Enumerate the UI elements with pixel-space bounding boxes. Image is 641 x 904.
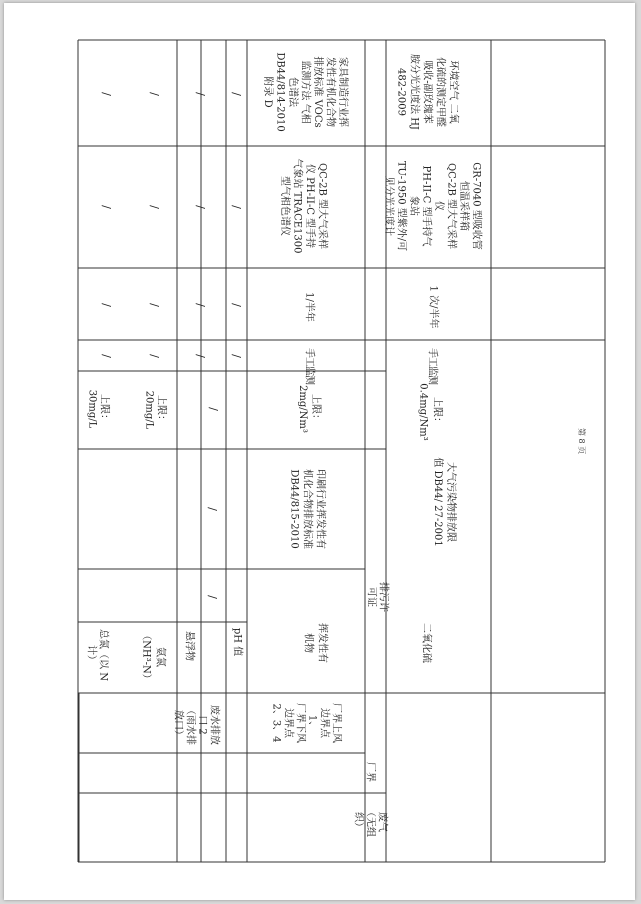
cell-limit-vocs: 2mg/Nm³ (297, 385, 308, 433)
cell-total-nitrogen: 计） (85, 645, 97, 665)
cell-slash: / (100, 303, 113, 307)
cell-method-vocs: 附录 D (262, 76, 273, 108)
cell-so2: 二氧化硫 (420, 623, 432, 663)
cell-method-so2: 环境空气 二氧 (447, 60, 459, 124)
cell-waste-gas: 织） (352, 812, 364, 832)
cell-slash: / (230, 205, 243, 209)
cell-outlet-2: （雨水排 (184, 705, 196, 745)
cell-slash: / (206, 507, 219, 511)
page-number: 第 8 页 (577, 428, 586, 455)
cell-limit-so2: 0.4mg/Nm³ (417, 383, 429, 441)
cell-monitor-points: 边界点 (318, 708, 330, 738)
cell-limit-ammonia: 20mg/L (143, 390, 155, 430)
cell-vocs: 机物 (302, 633, 314, 653)
cell-instruments-so2: PH-II-C 型手持气 (420, 165, 432, 247)
cell-method-so2: 胺分光光度法 HJ (408, 54, 420, 130)
cell-manual-monitoring-vocs: 测 (303, 375, 315, 385)
cell-boundary: 厂界 (364, 762, 376, 782)
cell-permit: 可证 (365, 587, 377, 607)
cell-slash: / (194, 92, 207, 96)
cell-suspended-solids: 悬浮物 (183, 631, 195, 661)
cell-instruments-so2: 象站 (407, 196, 419, 216)
cell-slash: / (100, 92, 113, 96)
cell-method-so2: 吸收-副玫瑰苯 (421, 60, 433, 124)
cell-limit-ammonia: 上限： (155, 395, 167, 425)
cell-ammonia: （NH³-N） (140, 630, 152, 684)
cell-monitor-points: 1、 (306, 714, 318, 732)
cell-instruments-vocs: 气象站 TRACE1300 (291, 158, 303, 254)
cell-limit-so2: 上限： (431, 397, 443, 427)
cell-monitor-points: 厂界下风 (294, 703, 306, 743)
cell-outlet-2: 废水排放 (208, 705, 220, 745)
cell-manual-monitoring-so2: 手 (426, 348, 438, 358)
cell-instruments-so2: TU-1950 型紫外/可 (395, 160, 407, 252)
cell-slash: / (206, 595, 219, 599)
cell-manual-monitoring-vocs: 工 (303, 357, 315, 367)
cell-slash: / (194, 354, 207, 358)
cell-permit: 排污许 (377, 582, 389, 612)
cell-total-nitrogen: 总氮（以 N (97, 629, 109, 681)
cell-standard-vocs: DB44/815-2010 (288, 469, 300, 549)
cell-waste-gas: （无组 (364, 807, 376, 837)
cell-method-so2: 482-2009 (395, 68, 407, 116)
cell-monitor-points: 2、3、4 (270, 703, 282, 743)
cell-limit-total-n: 30mg/L (86, 389, 98, 429)
cell-instruments-so2: QC-2B 型大气采样 (445, 162, 457, 250)
cell-slash: / (100, 205, 113, 209)
cell-slash: / (148, 303, 161, 307)
cell-slash: / (148, 354, 161, 358)
cell-ph: pH 值 (231, 627, 243, 657)
cell-manual-monitoring-so2: 测 (426, 375, 438, 385)
cell-waste-gas: 废气 (376, 812, 388, 832)
cell-slash: / (230, 303, 243, 307)
cell-method-vocs: 家具制造行业挥 (337, 57, 348, 127)
cell-vocs: 挥发性有 (316, 623, 328, 663)
cell-slash: / (230, 354, 243, 358)
cell-instruments-so2: 恒温采样箱 (457, 181, 469, 231)
cell-slash: / (194, 205, 207, 209)
cell-slash: / (100, 354, 113, 358)
cell-limit-total-n: 上限： (98, 394, 110, 424)
cell-monitor-points: 厂界上风 (330, 703, 342, 743)
cell-slash: / (207, 407, 220, 411)
cell-ammonia: 氨氮 (154, 647, 166, 667)
cell-slash: / (148, 92, 161, 96)
cell-instruments-so2: 仪 (432, 201, 444, 211)
cell-manual-monitoring-so2: 工 (426, 357, 438, 367)
cell-method-vocs: 监测方法 气相 (299, 60, 311, 124)
cell-outlet-2: 放口） (172, 710, 184, 740)
cell-frequency-vocs: 1/半年 (303, 292, 315, 322)
cell-frequency-so2: 1 次/半年 (427, 285, 439, 329)
cell-standard-so2: 值 DB44/ 27-2001 (432, 457, 443, 547)
cell-standard-vocs: 机化合物排放标准 (301, 469, 313, 549)
cell-outlet-2: 口 2 (196, 715, 208, 735)
cell-instruments-so2: GR-7040 型吸收管 (470, 162, 482, 250)
cell-manual-monitoring-vocs: 手 (303, 348, 315, 358)
cell-monitor-points: 边界点 (282, 708, 294, 738)
cell-slash: / (230, 92, 243, 96)
cell-manual-monitoring-vocs: 监 (303, 366, 315, 376)
cell-slash: / (148, 205, 161, 209)
cell-instruments-vocs: 仪 PH-II-C 型手持 (303, 163, 315, 249)
cell-method-vocs: 排放标准 VOCs (312, 56, 323, 128)
cell-instruments-so2: 见分光光度计 (382, 176, 394, 236)
cell-method-vocs: 色谱法 (287, 77, 298, 107)
cell-instruments-vocs: QC-2B 型大气采样 (316, 162, 328, 250)
cell-slash: / (194, 303, 207, 307)
cell-manual-monitoring-so2: 监 (426, 366, 438, 376)
cell-method-vocs: DB44/814-2010 (274, 52, 286, 132)
cell-instruments-vocs: 型气相色谱仪 (278, 176, 290, 236)
cell-limit-vocs: 上限： (310, 394, 321, 424)
cell-standard-so2: 大气污染物排放限 (445, 462, 456, 542)
cell-standard-vocs: 印刷行业挥发性有 (314, 469, 326, 549)
cell-method-so2: 化硫的测定甲醛 (434, 57, 446, 127)
cell-method-vocs: 发性有机化合物 (324, 57, 336, 127)
